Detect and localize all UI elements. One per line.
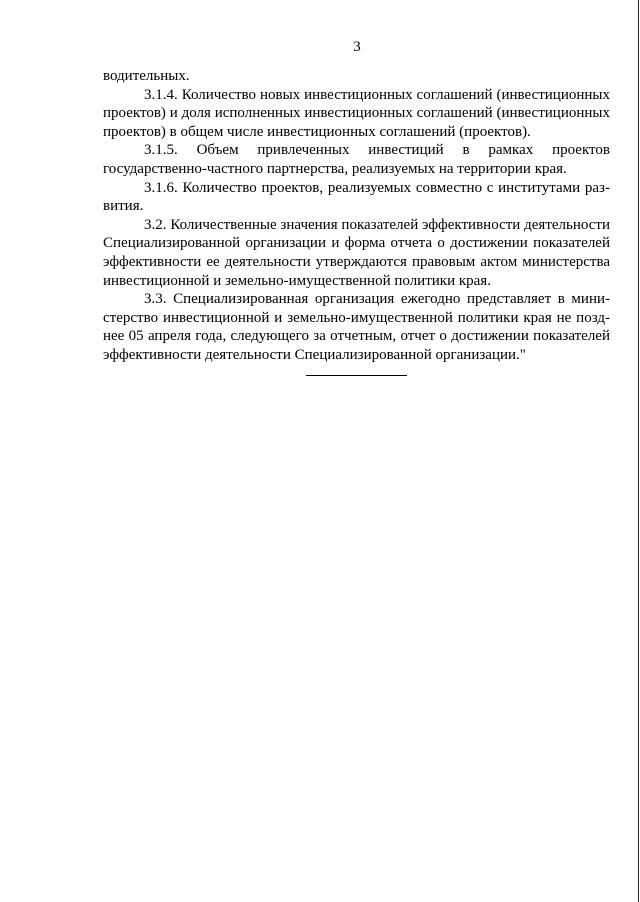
paragraph-3-1-4: 3.1.4. Количество новых инвестиционных соглашений (инвестиционных проектов) и доля исполненных инвестиционных соглашений (инвестиционных проектов) в общем числе инвестиционных соглашений (проектов). xyxy=(103,86,610,140)
paragraph-3-2: 3.2. Количественные значения показателей эффективности деятельности Специализированной организации и форма отчета о достижении показателей эффективности ее деятельности утверждаются правовым актом министерства инвестиционной и земельно-имущественной политики края. xyxy=(103,216,610,289)
paragraph-3-1-5: 3.1.5. Объем привлеченных инвестиций в рамках проектов государственно-частного партнерства, реализуемых на территории края. xyxy=(103,142,610,177)
paragraph-3-3: 3.3. Специализированная организация ежегодно представляет в министерство инвестиционной и земельно-имущественной политики края не позднее 05 апреля года, следующего за отчетным, отчет о достижении показателей эффективности деятельности Специализированной организации." xyxy=(103,291,610,363)
paragraph-3-1-6: 3.1.6. Количество проектов, реализуемых совместно с институтами развития. xyxy=(103,179,610,215)
end-separator-line xyxy=(306,375,407,376)
document-body xyxy=(103,67,610,365)
page-number: 3 xyxy=(353,39,361,55)
page-edge-line xyxy=(638,0,639,902)
paragraph-continuation: водительных. xyxy=(103,68,190,84)
